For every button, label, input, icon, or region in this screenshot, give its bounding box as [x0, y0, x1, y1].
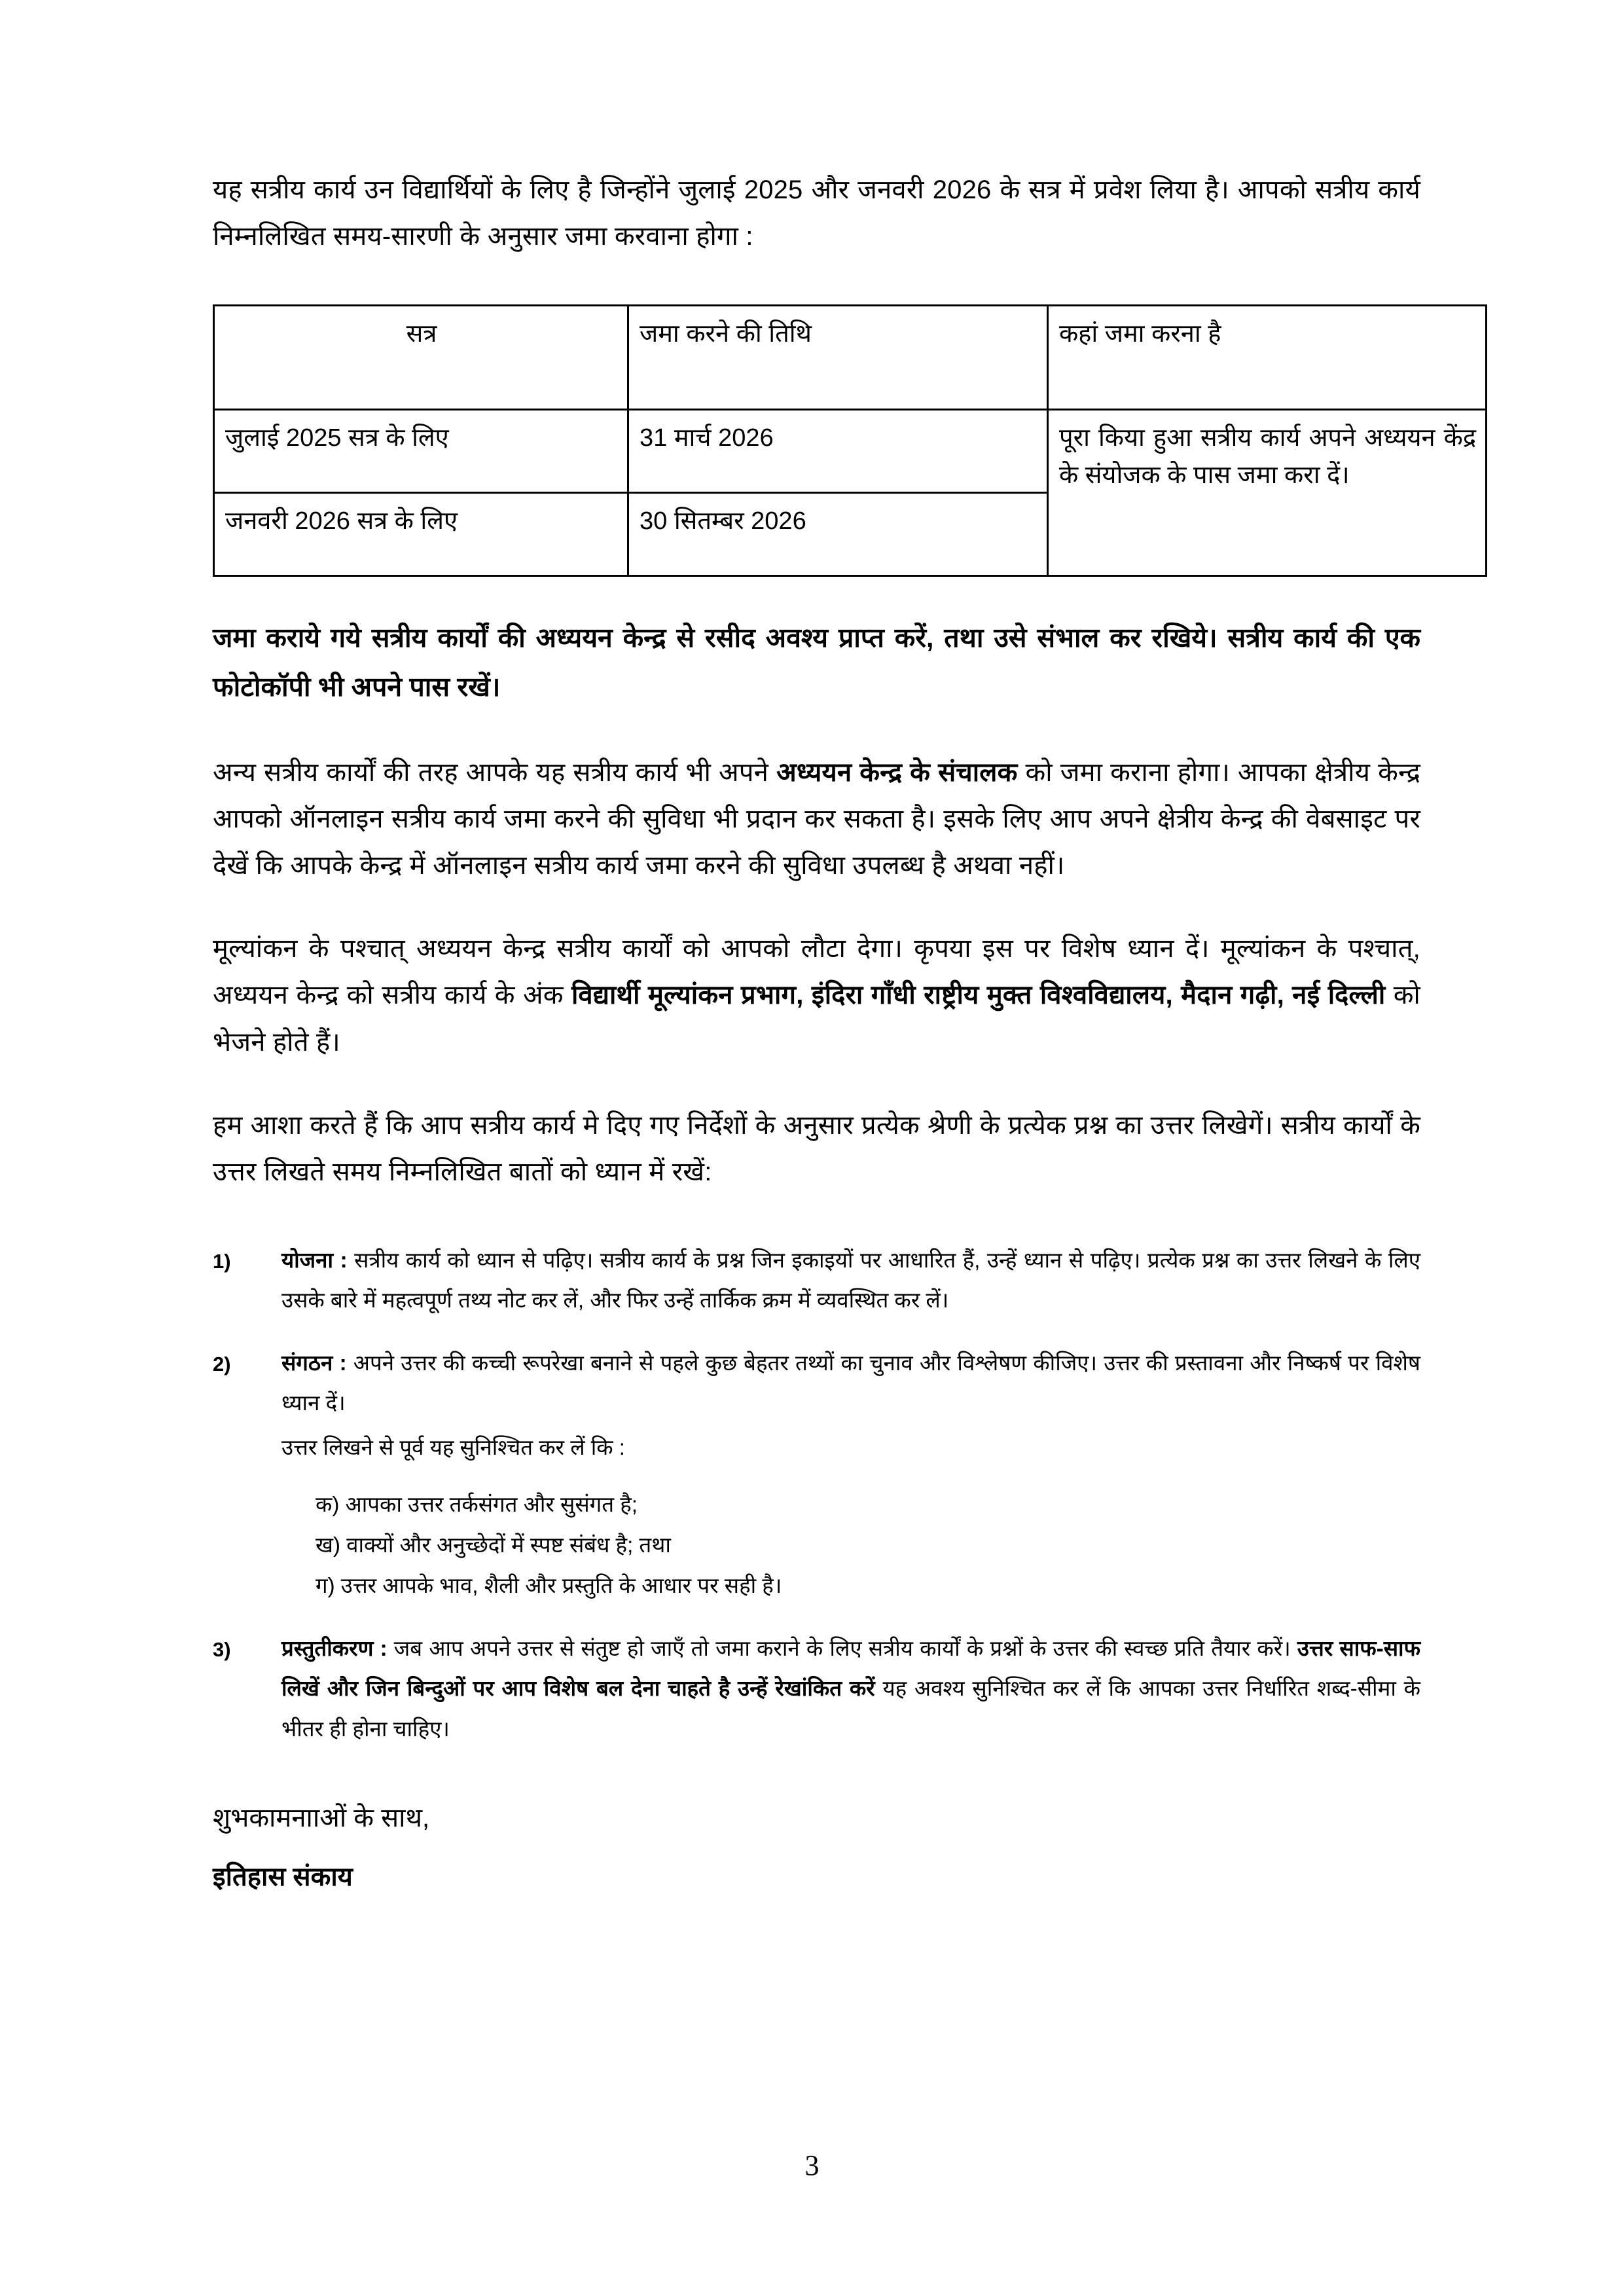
list-item-body	[281, 1628, 1420, 1749]
list-item-body	[281, 1343, 1420, 1606]
table-cell-session: जुलाई 2025 सत्र के लिए	[214, 410, 628, 493]
list-item-paragraph	[281, 1240, 1420, 1321]
table-header-session: सत्र	[214, 306, 628, 410]
closing-block	[213, 1796, 1420, 1899]
list-item-secondary-text: उत्तर लिखने से पूर्व यह सुनिश्चित कर लें कि :	[281, 1434, 625, 1459]
table-header-row	[214, 306, 1487, 410]
list-item-marker: 2)	[213, 1352, 231, 1376]
evaluation-bold-address: विद्यार्थी मूल्यांकन प्रभाग, इंदिरा गाँधी राष्ट्रीय मुक्त विश्वविद्यालय, मैदान गढ़ी, नई दिल्ली	[571, 981, 1386, 1010]
list-item-label: संगठन :	[281, 1350, 347, 1375]
receipt-note-paragraph: जमा कराये गये सत्रीय कार्यों की अध्ययन केन्द्र से रसीद अवश्य प्राप्त करें, तथा उसे संभाल कर रखिये। सत्रीय कार्य की एक फोटोकॉपी भी अपने पास रखें।	[213, 623, 1420, 702]
table-row	[214, 410, 1487, 493]
list-item-label: प्रस्तुतीकरण :	[281, 1636, 388, 1661]
sub-list-item: ग) उत्तर आपके भाव, शैली और प्रस्तुति के आधार पर सही है।	[316, 1573, 782, 1598]
instructions-list	[213, 1240, 1420, 1749]
evaluation-paragraph	[213, 926, 1420, 1066]
list-item	[213, 1343, 1420, 1606]
list-item-text-tail: यह अवश्य सुनिश्चित कर लें कि आपका उत्तर निर्धारित शब्द-सीमा के भीतर ही होना चाहिए।	[281, 1676, 1421, 1741]
table-cell-session: जनवरी 2026 सत्र के लिए	[214, 493, 628, 576]
list-item-paragraph	[281, 1628, 1420, 1749]
submission-schedule-table	[213, 304, 1487, 577]
intro-line-2: आपको सत्रीय कार्य निम्नलिखित समय-सारणी के अनुसार जमा करवाना होगा :	[213, 175, 1420, 251]
intro-line-1: यह सत्रीय कार्य उन विद्यार्थियों के लिए है जिन्होंने जुलाई 2025 और जनवरी 2026 के सत्र में प्रवेश लिया है।	[213, 175, 1229, 204]
intro-paragraph	[213, 167, 1420, 260]
spacer	[213, 738, 1420, 750]
submission-bold-coordinator: अध्ययन केन्द्र के संचालक	[776, 757, 1018, 787]
list-item-bold-emphasis: उत्तर साफ-साफ लिखें और जिन बिन्दुओं पर आप विशेष बल देना चाहते है उन्हें रेखांकित करें	[281, 1636, 1421, 1701]
submission-paragraph	[213, 750, 1420, 890]
table-cell-where: पूरा किया हुआ सत्रीय कार्य अपने अध्ययन केंद्र के संयोजक के पास जमा करा दें।	[1048, 410, 1487, 576]
sub-list	[281, 1484, 1420, 1606]
list-item	[213, 1240, 1420, 1321]
spacer	[213, 583, 1420, 613]
closing-greeting: शुभकामनााओं के साथ,	[213, 1804, 430, 1833]
list-item-text: अपने उत्तर की कच्ची रूपरेखा बनाने से पहले कुछ बेहतर तथ्यों का चुनाव और विश्लेषण कीजिए। उत्तर की प्रस्तावना और निष्कर्ष पर विशेष ध्यान दें।	[281, 1350, 1420, 1415]
table-cell-date: 31 मार्च 2026	[628, 410, 1048, 493]
table-header-where: कहां जमा करना है	[1048, 306, 1487, 410]
document-body	[213, 167, 1476, 1899]
list-item	[213, 1628, 1420, 1749]
list-item-paragraph	[281, 1343, 1420, 1423]
submission-text-part1: अन्य सत्रीय कार्यों की तरह आपके यह सत्रीय कार्य भी अपने	[213, 757, 777, 787]
table-cell-date: 30 सितम्बर 2026	[628, 493, 1048, 576]
hope-paragraph: हम आशा करते हैं कि आप सत्रीय कार्य मे दिए गए निर्देशों के अनुसार प्रत्येक श्रेणी के प्रत्येक प्रश्न का उत्तर लिखेगें। सत्रीय कार्यों के उत्तर लिखते समय निम्नलिखित बातों को ध्यान में रखें:	[213, 1110, 1420, 1186]
spacer	[213, 1091, 1420, 1102]
list-item-marker: 3)	[213, 1638, 231, 1662]
spacer	[213, 1220, 1420, 1240]
sub-list-item: ख) वाक्यों और अनुच्छेदों में स्पष्ट संबंध है; तथा	[316, 1533, 671, 1557]
list-item-label: योजना :	[281, 1248, 348, 1273]
table-header-date: जमा करने की तिथि	[628, 306, 1048, 410]
list-item-body	[281, 1240, 1420, 1321]
spacer	[213, 285, 1420, 304]
list-item-marker: 1)	[213, 1250, 231, 1273]
list-item-text: सत्रीय कार्य को ध्यान से पढ़िए। सत्रीय कार्य के प्रश्न जिन इकाइयों पर आधारित हैं, उन्हें ध्यान से पढ़िए। प्रत्येक प्रश्न का उत्तर लिखने के लिए उसके बारे में महत्वपूर्ण तथ्य नोट कर लें, और फिर उन्हें तार्किक क्रम में व्यवस्थित कर लें।	[281, 1248, 1420, 1313]
list-item-text: जब आप अपने उत्तर से संतुष्ट हो जाएँ तो जमा कराने के लिए सत्रीय कार्यों के प्रश्नों के उत्तर की स्वच्छ प्रति तैयार करें।	[387, 1636, 1297, 1661]
submission-text-part2: को जमा कराना होगा। आपका क्षेत्रीय केन्द्र आपको ऑनलाइन सत्रीय कार्य जमा करने की सुविधा भी प्रदान कर सकता है। इसके लिए आप अपने क्षेत्रीय केन्द्र की वेबसाइट पर देखें कि आपके केन्द्र में ऑनलाइन सत्रीय कार्य जमा करने की सुविधा उपलब्ध है अथवा नहीं।	[213, 757, 1421, 880]
spacer	[213, 914, 1420, 926]
closing-faculty: इतिहास संकाय	[213, 1863, 353, 1892]
evaluation-text-part2: को भेजने होते हैं।	[213, 981, 1420, 1057]
page-number: 3	[804, 2149, 820, 2181]
evaluation-text-part1: मूल्यांकन के पश्चात् अध्ययन केन्द्र सत्रीय कार्यों को आपको लौटा देगा। कृपया इस पर विशेष ध्यान दें। मूल्यांकन के पश्चात्, अध्ययन केन्द्र को सत्रीय कार्य के अंक	[213, 934, 1420, 1010]
sub-list-item: क) आपका उत्तर तर्कसंगत और सुसंगत है;	[316, 1491, 638, 1516]
